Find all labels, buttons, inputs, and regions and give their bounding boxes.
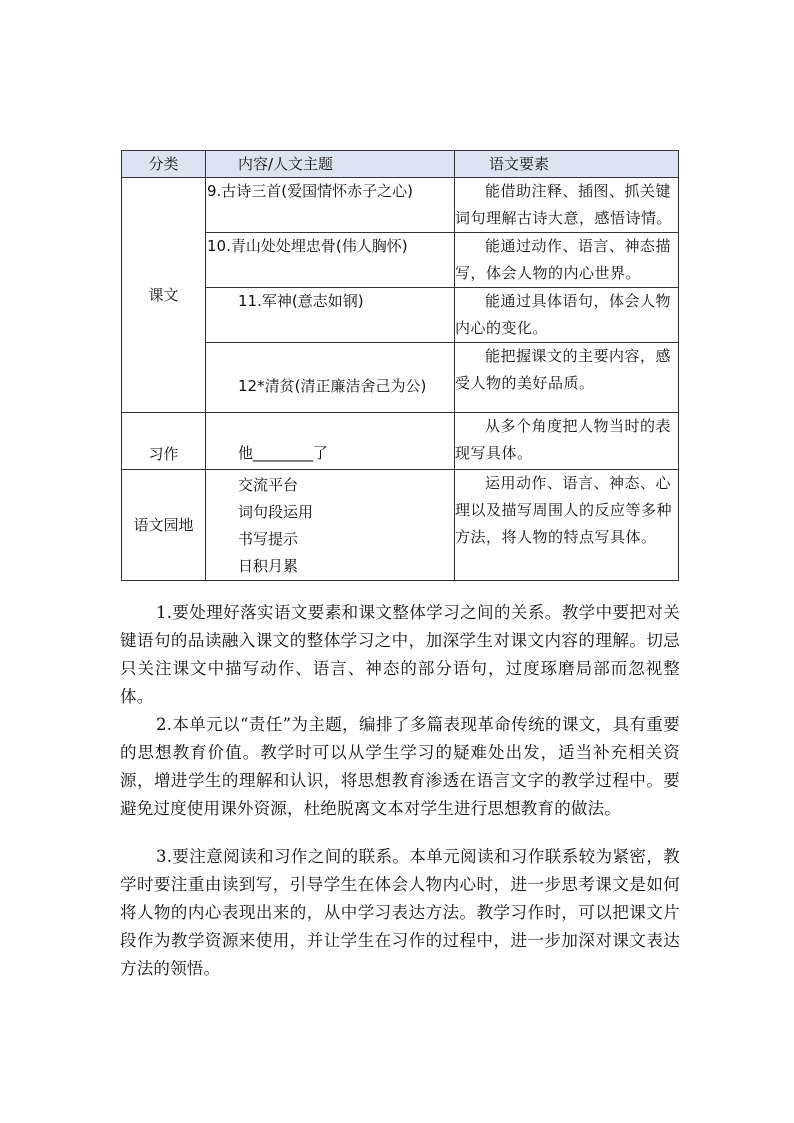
category-writing: 习作 [122,413,206,470]
header-content: 内容/人文主题 [206,151,455,178]
element-text: 能通过具体语句，体会人物内心的变化。 [455,292,672,337]
lesson-title: 10.青山处处埋忠骨(伟人胸怀) [207,237,408,255]
category-garden: 语文园地 [122,470,206,581]
teaching-suggestion-1: 1.要处理好落实语文要素和课文整体学习之间的关系。教学中要把对关键语句的品读融入课文的整体学习之中，加深学生对课文内容的理解。切忌只关注课文中描写动作、语言、神态的部分语句，过度琢磨局部而忽视整体。 [120,603,680,706]
lesson-cell [206,343,455,413]
garden-item-list [206,470,454,580]
element-text: 从多个角度把人物当时的表现写具体。 [455,417,672,462]
element-text: 运用动作、语言、神态、心理以及描写周围人的反应等多种方法，将人物的特点写具体。 [455,474,673,546]
list-item: 词句段运用 [238,503,314,521]
teaching-suggestion-3: 3.要注意阅读和习作之间的联系。本单元阅读和习作联系较为紧密，教学时要注重由读到写，引导学生在体会人物内心时，进一步思考课文是如何将人物的内心表现出来的，从中学习表达方法。教学习作时，可以把课文片段作为教学资源来使用，并让学生在习作的过程中，进一步加深对课文表达方法的领悟。 [120,847,680,978]
lesson-cell [206,178,455,233]
element-cell [455,413,679,470]
element-cell [455,288,679,343]
table-row [122,233,679,288]
element-cell [455,233,679,288]
writing-title: 他________了 [238,444,329,462]
teaching-suggestion-2: 2.本单元以“责任”为主题，编排了多篇表现革命传统的课文，具有重要的思想教育价值。教学时可以从学生学习的疑难处出发，适当补充相关资源，增进学生的理解和认识，将思想教育渗透在语言文字的教学过程中。要避免过度使用课外资源，杜绝脱离文本对学生进行思想教育的做法。 [120,715,680,818]
writing-title-cell [206,413,455,470]
element-cell [455,343,679,413]
list-item: 书写提示 [238,530,299,548]
element-text: 能通过动作、语言、神态描写，体会人物的内心世界。 [455,237,672,282]
header-category: 分类 [122,151,206,178]
header-element: 语文要素 [455,151,679,178]
list-item: 日积月累 [238,557,299,575]
element-text: 能把握课文的主要内容，感受人物的美好品质。 [455,347,672,392]
table-row [122,288,679,343]
element-cell [455,178,679,233]
table-row [122,343,679,413]
garden-items-cell [206,470,455,581]
lesson-cell [206,288,455,343]
element-text: 能借助注释、插图、抓关键词句理解古诗大意，感悟诗情。 [455,182,673,227]
category-texts: 课文 [122,178,206,413]
lesson-title: 9.古诗三首(爱国情怀赤子之心) [207,182,414,200]
unit-overview-table [121,150,679,581]
table-row [122,178,679,233]
list-item: 交流平台 [238,476,299,494]
table-header-row [122,151,679,178]
lesson-title: 12*清贫(清正廉洁舍己为公) [238,377,427,395]
element-cell [455,470,679,581]
table-row [122,413,679,470]
table-row [122,470,679,581]
lesson-title: 11.军神(意志如钢) [238,292,364,310]
lesson-cell [206,233,455,288]
